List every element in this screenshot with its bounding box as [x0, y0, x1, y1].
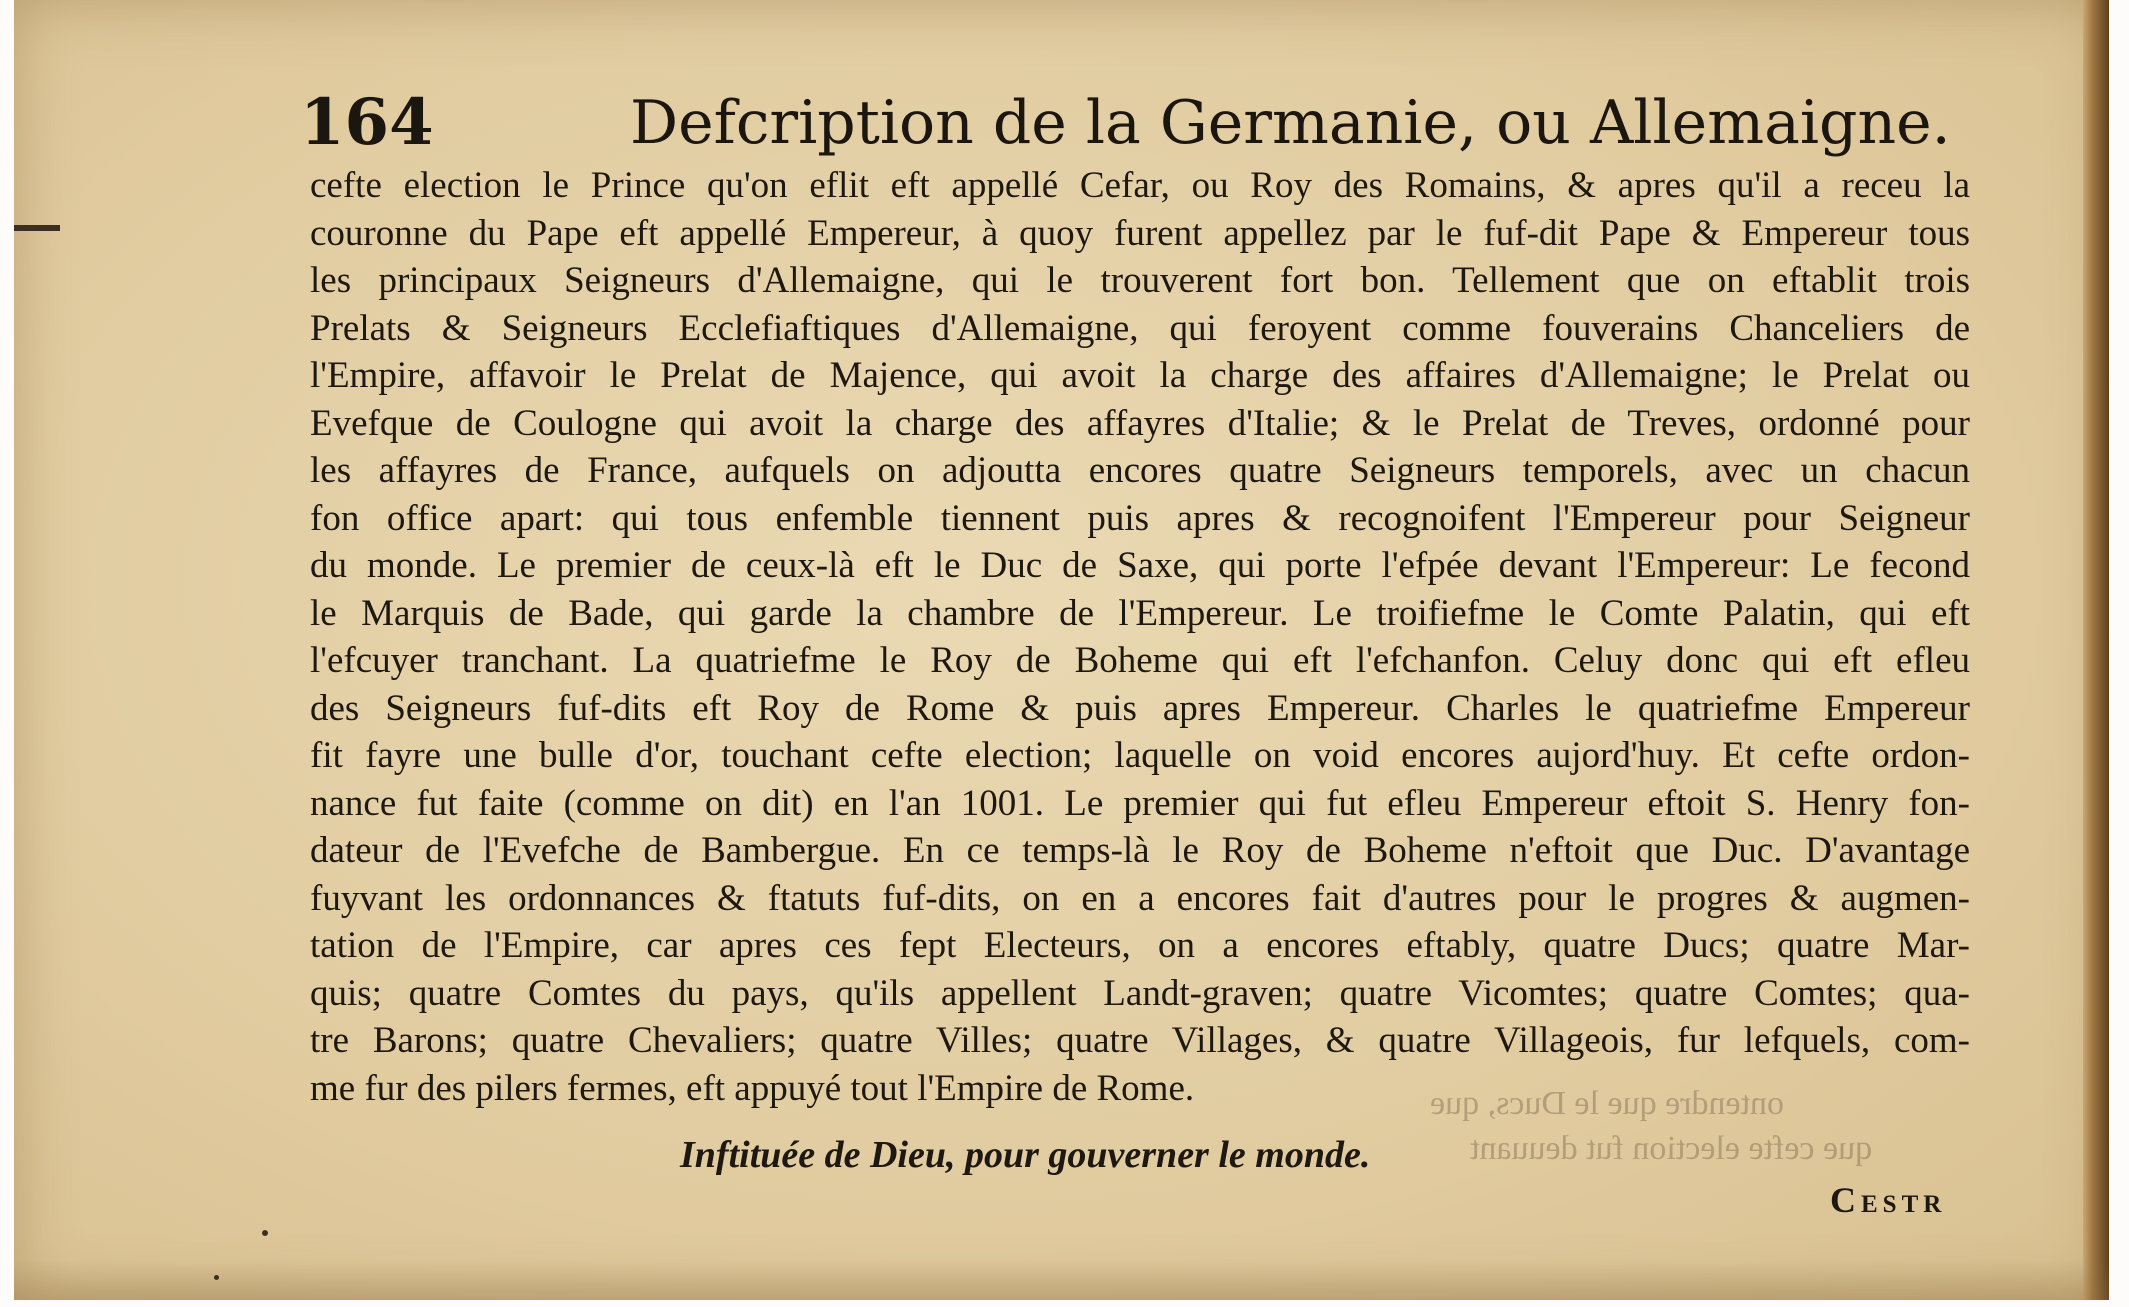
bleed-through-text: que cefte election fut deuuant: [1470, 1130, 1873, 1167]
ink-speck: [262, 1230, 268, 1236]
margin-ink-mark: [14, 225, 60, 231]
text-line: nance fut faite (comme on dit) en l'an 1001. Le premier qui fut efleu Empereur eftoit S. Henry fon-: [310, 782, 1970, 824]
text-line: l'efcuyer tranchant. La quatriefme le Roy de Boheme qui eft l'efchanfon. Celuy donc qui eft efleu: [310, 640, 1970, 681]
page-header: [0, 78, 2129, 168]
text-line: couronne du Pape eft appellé Empereur, à quoy furent appellez par le fuf-dit Pape & Empereur tous: [310, 212, 1970, 254]
text-line: dateur de l'Evefche de Bambergue. En ce temps-là le Roy de Boheme n'eftoit que Duc. D'avantage: [310, 830, 1970, 871]
text-line: tation de l'Empire, car apres ces fept Electeurs, on a encores eftably, quatre Ducs; quatre Mar-: [310, 925, 1970, 966]
running-title: Defcription de la Germanie, ou Allemaigne.: [630, 88, 1951, 158]
text-line: cefte election le Prince qu'on eflit eft appellé Cefar, ou Roy des Romains, & apres qu'il a receu la: [310, 165, 1970, 206]
text-line: quis; quatre Comtes du pays, qu'ils appellent Landt-graven; quatre Vicomtes; quatre Comtes; qua-: [310, 972, 1970, 1014]
text-line: me fur des pilers fermes, eft appuyé tout l'Empire de Rome.: [310, 1067, 1195, 1109]
page-edge-shadow: [2083, 0, 2109, 1300]
closing-italic-line: Inftituée de Dieu, pour gouverner le monde.: [680, 1134, 1371, 1176]
text-line: Evefque de Coulogne qui avoit la charge des affayres d'Italie; & le Prelat de Treves, ordonné pour: [310, 402, 1970, 444]
paper-bottom-shade: [14, 1260, 2109, 1300]
page-number: 164: [300, 85, 434, 160]
text-line: fon office apart: qui tous enfemble tiennent puis apres & recognoifent l'Empereur pour Seigneur: [310, 497, 1970, 539]
ink-speck: [214, 1275, 219, 1280]
text-line: du monde. Le premier de ceux-là eft le Duc de Saxe, qui porte l'efpée devant l'Empereur: Le fecond: [310, 545, 1970, 586]
text-line: fit fayre une bulle d'or, touchant cefte election; laquelle on void encores aujord'huy. Et cefte ordon-: [310, 735, 1970, 776]
text-line: l'Empire, affavoir le Prelat de Majence, qui avoit la charge des affaires d'Allemaigne; le Prelat ou: [310, 355, 1970, 396]
text-line: les affayres de France, aufquels on adjoutta encores quatre Seigneurs temporels, avec un chacun: [310, 450, 1970, 491]
text-line: Prelats & Seigneurs Ecclefiaftiques d'Allemaigne, qui feroyent comme fouverains Chanceliers de: [310, 307, 1970, 349]
bleed-through-text: ontendre que le Ducs, que: [1430, 1085, 1785, 1122]
text-line: les principaux Seigneurs d'Allemaigne, qui le trouverent fort bon. Tellement que on eftablit trois: [310, 260, 1970, 301]
catchword: Cestr: [1830, 1180, 1947, 1220]
body-text: [310, 162, 1970, 1112]
text-line: le Marquis de Bade, qui garde la chambre de l'Empereur. Le troifiefme le Comte Palatin, qui eft: [310, 592, 1970, 634]
text-line: fuyvant les ordonnances & ftatuts fuf-dits, on en a encores fait d'autres pour le progres & augmen-: [310, 877, 1970, 919]
text-line: des Seigneurs fuf-dits eft Roy de Rome & puis apres Empereur. Charles le quatriefme Empereur: [310, 687, 1970, 729]
text-line: tre Barons; quatre Chevaliers; quatre Villes; quatre Villages, & quatre Villageois, fur lefquels, com-: [310, 1020, 1970, 1061]
